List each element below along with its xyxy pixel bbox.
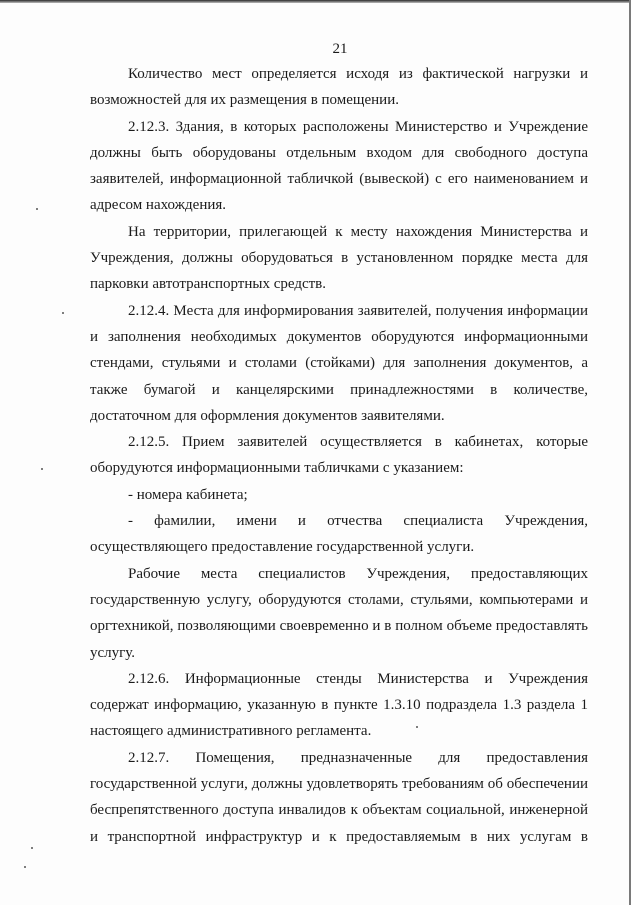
scan-speck [41, 468, 43, 470]
paragraph: Количество мест определяется исходя из фактической нагрузки и возможностей для их размещения в помещении. [90, 66, 588, 109]
paragraph: Рабочие места специалистов Учреждения, предоставляющих государственную услугу, оборудуются столами, стульями, компьютерами и оргтехникой, позволяющими своевременно и в полном объеме предоставлять услугу. [90, 565, 588, 661]
list-item: - номера кабинета; [128, 486, 248, 503]
document-body [90, 61, 588, 850]
paragraph-2-12-6: 2.12.6. Информационные стенды Министерства и Учреждения содержат информацию, указанную в пункте 1.3.10 подраздела 1.3 раздела 1 настоящего административного регламента. [90, 670, 588, 740]
scan-top-edge [0, 0, 631, 3]
page-number: 21 [332, 41, 348, 57]
scan-speck [62, 312, 64, 314]
list-item: - фамилии, имени и отчества специалиста Учреждения, осуществляющего предоставление государственной услуги. [90, 513, 588, 556]
paragraph: На территории, прилегающей к месту нахождения Министерства и Учреждения, должны оборудоваться в установленном порядке места для парковки автотранспортных средств. [90, 223, 588, 293]
scan-speck [31, 847, 33, 849]
paragraph-2-12-7: 2.12.7. Помещения, предназначенные для предоставления государственной услуги, должны удовлетворять требованиям об обеспечении беспрепятственного доступа инвалидов к объектам социальной, инженерной и транспортной инфраструктур и к предоставляемым в них услугам в [90, 749, 588, 845]
scan-speck [24, 866, 26, 868]
paragraph-2-12-4: 2.12.4. Места для информирования заявителей, получения информации и заполнения необходимых документов оборудуются информационными стендами, стульями и столами (стойками) для заполнения документов, а также бумагой и канцелярскими принадлежностями в количестве, достаточном для оформления документов заявителями. [90, 302, 588, 424]
paragraph-2-12-3: 2.12.3. Здания, в которых расположены Министерство и Учреждение должны быть оборудованы отдельным входом для свободного доступа заявителей, информационной табличкой (вывеской) с его наименованием и адресом нахождения. [90, 118, 588, 214]
paragraph-2-12-5: 2.12.5. Прием заявителей осуществляется в кабинетах, которые оборудуются информационными табличками с указанием: [90, 434, 588, 477]
scan-speck [36, 208, 38, 210]
